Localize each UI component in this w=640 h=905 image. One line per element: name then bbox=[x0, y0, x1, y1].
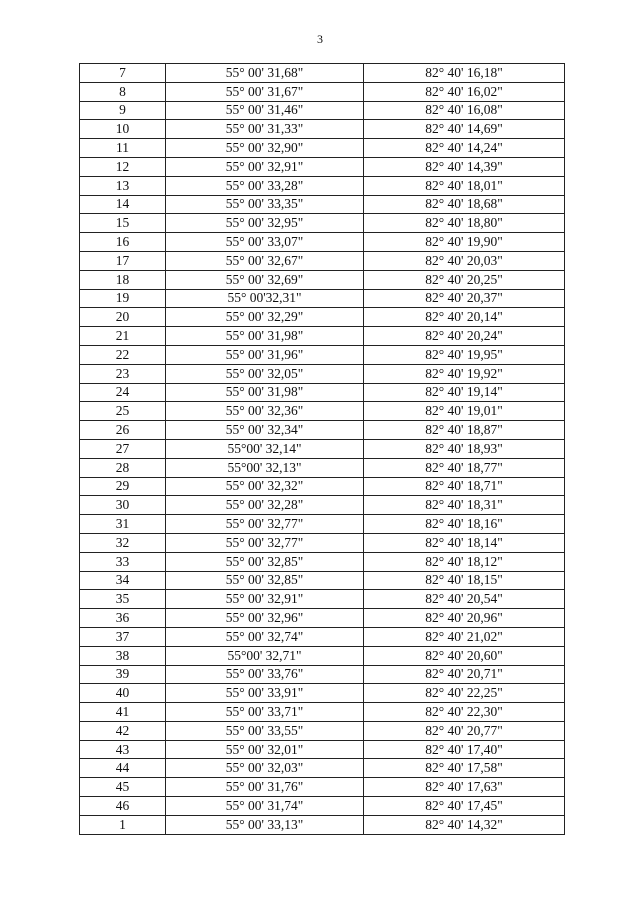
longitude-cell: 82° 40' 20,37" bbox=[364, 289, 565, 308]
point-number-cell: 7 bbox=[80, 64, 166, 83]
longitude-cell: 82° 40' 18,12" bbox=[364, 552, 565, 571]
point-number-cell: 29 bbox=[80, 477, 166, 496]
latitude-cell: 55° 00' 31,98" bbox=[166, 383, 364, 402]
table-row bbox=[80, 345, 565, 364]
table-row bbox=[80, 646, 565, 665]
latitude-cell: 55° 00' 33,07" bbox=[166, 233, 364, 252]
latitude-cell: 55° 00' 32,01" bbox=[166, 740, 364, 759]
table-row bbox=[80, 627, 565, 646]
latitude-cell: 55° 00' 32,28" bbox=[166, 496, 364, 515]
latitude-cell: 55° 00' 31,67" bbox=[166, 82, 364, 101]
point-number-cell: 17 bbox=[80, 251, 166, 270]
longitude-cell: 82° 40' 19,90" bbox=[364, 233, 565, 252]
point-number-cell: 15 bbox=[80, 214, 166, 233]
longitude-cell: 82° 40' 16,18" bbox=[364, 64, 565, 83]
point-number-cell: 42 bbox=[80, 721, 166, 740]
table-row bbox=[80, 251, 565, 270]
table-row bbox=[80, 270, 565, 289]
point-number-cell: 25 bbox=[80, 402, 166, 421]
longitude-cell: 82° 40' 17,63" bbox=[364, 778, 565, 797]
point-number-cell: 32 bbox=[80, 533, 166, 552]
latitude-cell: 55° 00' 33,91" bbox=[166, 684, 364, 703]
latitude-cell: 55° 00' 32,32" bbox=[166, 477, 364, 496]
latitude-cell: 55° 00' 33,28" bbox=[166, 176, 364, 195]
longitude-cell: 82° 40' 14,32" bbox=[364, 815, 565, 834]
latitude-cell: 55° 00' 31,68" bbox=[166, 64, 364, 83]
table-row bbox=[80, 740, 565, 759]
longitude-cell: 82° 40' 18,77" bbox=[364, 458, 565, 477]
table-row bbox=[80, 609, 565, 628]
latitude-cell: 55° 00' 32,74" bbox=[166, 627, 364, 646]
table-row bbox=[80, 383, 565, 402]
longitude-cell: 82° 40' 17,58" bbox=[364, 759, 565, 778]
coordinates-table bbox=[79, 63, 565, 835]
longitude-cell: 82° 40' 18,14" bbox=[364, 533, 565, 552]
point-number-cell: 20 bbox=[80, 308, 166, 327]
latitude-cell: 55° 00' 32,03" bbox=[166, 759, 364, 778]
point-number-cell: 9 bbox=[80, 101, 166, 120]
longitude-cell: 82° 40' 20,03" bbox=[364, 251, 565, 270]
latitude-cell: 55° 00' 32,67" bbox=[166, 251, 364, 270]
latitude-cell: 55° 00' 31,74" bbox=[166, 797, 364, 816]
longitude-cell: 82° 40' 19,14" bbox=[364, 383, 565, 402]
longitude-cell: 82° 40' 22,25" bbox=[364, 684, 565, 703]
longitude-cell: 82° 40' 17,40" bbox=[364, 740, 565, 759]
longitude-cell: 82° 40' 14,24" bbox=[364, 139, 565, 158]
longitude-cell: 82° 40' 19,92" bbox=[364, 364, 565, 383]
table-row bbox=[80, 157, 565, 176]
point-number-cell: 14 bbox=[80, 195, 166, 214]
longitude-cell: 82° 40' 18,31" bbox=[364, 496, 565, 515]
latitude-cell: 55° 00' 32,69" bbox=[166, 270, 364, 289]
table-row bbox=[80, 815, 565, 834]
longitude-cell: 82° 40' 14,69" bbox=[364, 120, 565, 139]
longitude-cell: 82° 40' 18,87" bbox=[364, 421, 565, 440]
point-number-cell: 43 bbox=[80, 740, 166, 759]
point-number-cell: 35 bbox=[80, 590, 166, 609]
longitude-cell: 82° 40' 19,01" bbox=[364, 402, 565, 421]
longitude-cell: 82° 40' 18,15" bbox=[364, 571, 565, 590]
point-number-cell: 40 bbox=[80, 684, 166, 703]
longitude-cell: 82° 40' 18,68" bbox=[364, 195, 565, 214]
table-row bbox=[80, 289, 565, 308]
latitude-cell: 55°00' 32,13" bbox=[166, 458, 364, 477]
point-number-cell: 12 bbox=[80, 157, 166, 176]
latitude-cell: 55° 00' 32,95" bbox=[166, 214, 364, 233]
longitude-cell: 82° 40' 16,08" bbox=[364, 101, 565, 120]
longitude-cell: 82° 40' 16,02" bbox=[364, 82, 565, 101]
table-row bbox=[80, 533, 565, 552]
table-row bbox=[80, 64, 565, 83]
latitude-cell: 55° 00' 31,76" bbox=[166, 778, 364, 797]
longitude-cell: 82° 40' 20,71" bbox=[364, 665, 565, 684]
table-row bbox=[80, 703, 565, 722]
longitude-cell: 82° 40' 20,24" bbox=[364, 327, 565, 346]
table-row bbox=[80, 421, 565, 440]
point-number-cell: 39 bbox=[80, 665, 166, 684]
longitude-cell: 82° 40' 22,30" bbox=[364, 703, 565, 722]
latitude-cell: 55° 00' 32,77" bbox=[166, 515, 364, 534]
table-row bbox=[80, 797, 565, 816]
longitude-cell: 82° 40' 18,16" bbox=[364, 515, 565, 534]
table-row bbox=[80, 139, 565, 158]
point-number-cell: 36 bbox=[80, 609, 166, 628]
table-row bbox=[80, 402, 565, 421]
table-row bbox=[80, 721, 565, 740]
latitude-cell: 55° 00' 32,91" bbox=[166, 157, 364, 176]
table-row bbox=[80, 233, 565, 252]
latitude-cell: 55° 00' 32,36" bbox=[166, 402, 364, 421]
table-row bbox=[80, 101, 565, 120]
point-number-cell: 33 bbox=[80, 552, 166, 571]
longitude-cell: 82° 40' 20,96" bbox=[364, 609, 565, 628]
table-row bbox=[80, 195, 565, 214]
point-number-cell: 46 bbox=[80, 797, 166, 816]
table-row bbox=[80, 176, 565, 195]
latitude-cell: 55° 00' 32,96" bbox=[166, 609, 364, 628]
table-row bbox=[80, 571, 565, 590]
table-row bbox=[80, 515, 565, 534]
table-row bbox=[80, 778, 565, 797]
latitude-cell: 55° 00' 31,96" bbox=[166, 345, 364, 364]
point-number-cell: 27 bbox=[80, 439, 166, 458]
point-number-cell: 10 bbox=[80, 120, 166, 139]
point-number-cell: 28 bbox=[80, 458, 166, 477]
table-row bbox=[80, 552, 565, 571]
latitude-cell: 55° 00' 33,13" bbox=[166, 815, 364, 834]
longitude-cell: 82° 40' 20,25" bbox=[364, 270, 565, 289]
table-row bbox=[80, 590, 565, 609]
point-number-cell: 1 bbox=[80, 815, 166, 834]
table-row bbox=[80, 684, 565, 703]
longitude-cell: 82° 40' 19,95" bbox=[364, 345, 565, 364]
point-number-cell: 31 bbox=[80, 515, 166, 534]
longitude-cell: 82° 40' 18,71" bbox=[364, 477, 565, 496]
point-number-cell: 23 bbox=[80, 364, 166, 383]
table-row bbox=[80, 665, 565, 684]
longitude-cell: 82° 40' 20,77" bbox=[364, 721, 565, 740]
table-row bbox=[80, 327, 565, 346]
table-row bbox=[80, 496, 565, 515]
point-number-cell: 44 bbox=[80, 759, 166, 778]
latitude-cell: 55° 00' 31,46" bbox=[166, 101, 364, 120]
table-row bbox=[80, 477, 565, 496]
table-row bbox=[80, 308, 565, 327]
longitude-cell: 82° 40' 18,80" bbox=[364, 214, 565, 233]
table-row bbox=[80, 214, 565, 233]
latitude-cell: 55°00' 32,14" bbox=[166, 439, 364, 458]
table-row bbox=[80, 439, 565, 458]
point-number-cell: 11 bbox=[80, 139, 166, 158]
page-number: 3 bbox=[317, 32, 323, 46]
longitude-cell: 82° 40' 20,60" bbox=[364, 646, 565, 665]
table-row bbox=[80, 759, 565, 778]
longitude-cell: 82° 40' 20,14" bbox=[364, 308, 565, 327]
latitude-cell: 55° 00' 32,29" bbox=[166, 308, 364, 327]
point-number-cell: 22 bbox=[80, 345, 166, 364]
point-number-cell: 38 bbox=[80, 646, 166, 665]
point-number-cell: 21 bbox=[80, 327, 166, 346]
latitude-cell: 55° 00' 32,05" bbox=[166, 364, 364, 383]
latitude-cell: 55° 00' 32,91" bbox=[166, 590, 364, 609]
coordinates-table-body bbox=[80, 64, 565, 835]
latitude-cell: 55° 00' 31,33" bbox=[166, 120, 364, 139]
latitude-cell: 55° 00' 32,34" bbox=[166, 421, 364, 440]
latitude-cell: 55° 00' 33,55" bbox=[166, 721, 364, 740]
table-row bbox=[80, 364, 565, 383]
latitude-cell: 55° 00' 32,85" bbox=[166, 552, 364, 571]
latitude-cell: 55° 00' 32,85" bbox=[166, 571, 364, 590]
table-row bbox=[80, 458, 565, 477]
latitude-cell: 55° 00' 33,71" bbox=[166, 703, 364, 722]
longitude-cell: 82° 40' 17,45" bbox=[364, 797, 565, 816]
point-number-cell: 37 bbox=[80, 627, 166, 646]
table-row bbox=[80, 120, 565, 139]
table-row bbox=[80, 82, 565, 101]
point-number-cell: 45 bbox=[80, 778, 166, 797]
point-number-cell: 30 bbox=[80, 496, 166, 515]
longitude-cell: 82° 40' 20,54" bbox=[364, 590, 565, 609]
point-number-cell: 18 bbox=[80, 270, 166, 289]
point-number-cell: 8 bbox=[80, 82, 166, 101]
point-number-cell: 13 bbox=[80, 176, 166, 195]
latitude-cell: 55° 00' 33,76" bbox=[166, 665, 364, 684]
point-number-cell: 24 bbox=[80, 383, 166, 402]
point-number-cell: 41 bbox=[80, 703, 166, 722]
latitude-cell: 55° 00' 32,77" bbox=[166, 533, 364, 552]
longitude-cell: 82° 40' 18,01" bbox=[364, 176, 565, 195]
point-number-cell: 16 bbox=[80, 233, 166, 252]
point-number-cell: 19 bbox=[80, 289, 166, 308]
longitude-cell: 82° 40' 14,39" bbox=[364, 157, 565, 176]
latitude-cell: 55° 00' 31,98" bbox=[166, 327, 364, 346]
latitude-cell: 55°00' 32,71" bbox=[166, 646, 364, 665]
latitude-cell: 55° 00'32,31" bbox=[166, 289, 364, 308]
latitude-cell: 55° 00' 32,90" bbox=[166, 139, 364, 158]
latitude-cell: 55° 00' 33,35" bbox=[166, 195, 364, 214]
point-number-cell: 34 bbox=[80, 571, 166, 590]
longitude-cell: 82° 40' 18,93" bbox=[364, 439, 565, 458]
point-number-cell: 26 bbox=[80, 421, 166, 440]
longitude-cell: 82° 40' 21,02" bbox=[364, 627, 565, 646]
